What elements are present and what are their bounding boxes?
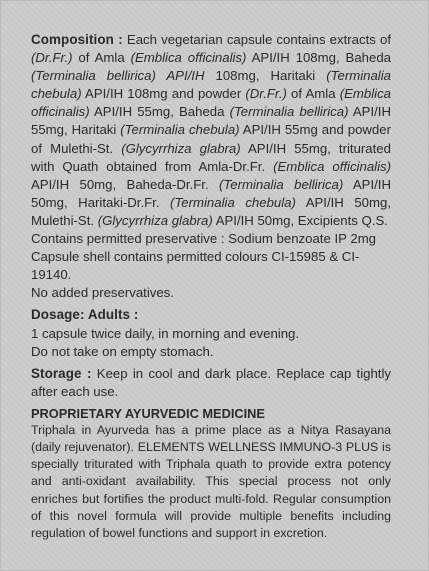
botanical-name: (Emblica officinalis) — [130, 50, 247, 66]
proprietary-heading: PROPRIETARY AYURVEDIC MEDICINE — [31, 405, 265, 421]
botanical-name: (Dr.Fr.) — [31, 50, 73, 66]
botanical-name: (Terminalia chebula) — [31, 68, 391, 102]
botanical-name: (Terminalia bellirica) — [229, 104, 349, 120]
botanical-name: (Terminalia bellirica) API/IH — [31, 68, 205, 84]
botanical-name: (Terminalia bellirica) — [219, 176, 344, 192]
botanical-name: (Glycyrrhiza glabra) — [97, 212, 213, 228]
composition-fragment: 108mg, Haritaki — [204, 68, 327, 84]
composition-text — [31, 32, 391, 228]
composition-fragment: API/IH 50mg, Excipients Q.S. — [212, 212, 388, 228]
botanical-name: (Glycyrrhiza glabra) — [121, 140, 241, 156]
composition-fragment: API/IH 55mg, triturated with Quath obtained from Amla-Dr.Fr. — [31, 140, 391, 174]
dosage-line-1: 1 capsule twice daily, in morning and evening. — [31, 325, 300, 341]
proprietary-text: Triphala in Ayurveda has a prime place as a Nitya Rasayana (daily rejuvenator). ELEMENTS WELLNESS IMMUNO-3 PLUS is specially triturated with Triphala quath to provide extra potency and anti-oxidant availability. This special process not only enriches but fortifies the product multi-fold. Regular consumption of this novel formula will provide multiple benefits including regulation of bowel functions and support in excretion. — [31, 422, 391, 541]
composition-fragment: API/IH 108mg, Baheda — [246, 50, 392, 66]
storage-heading: Storage : — [31, 365, 92, 381]
botanical-name: (Terminalia chebula) — [170, 194, 296, 210]
botanical-name: (Dr.Fr.) — [245, 86, 287, 102]
storage-text: Keep in cool and dark place. Replace cap tightly after each use. — [31, 365, 391, 399]
composition-fragment: Each vegetarian capsule contains extracts of — [122, 32, 391, 47]
botanical-name: (Terminalia chebula) — [120, 122, 240, 138]
composition-fragment: API/IH 55mg, Baheda — [89, 104, 230, 120]
composition-fragment: API/IH 55mg, Haritaki — [31, 104, 391, 138]
composition-fragment: API/IH 50mg, Baheda-Dr.Fr. — [31, 176, 219, 192]
composition-fragment: API/IH 50mg, Mulethi-St. — [31, 194, 391, 228]
composition-fragment: API/IH 50mg, Haritaki-Dr.Fr. — [31, 176, 391, 210]
preservative-line: Contains permitted preservative : Sodium benzoate IP 2mg — [31, 231, 377, 247]
composition-heading: Composition : — [31, 32, 123, 47]
capsule-colours-line: Capsule shell contains permitted colours CI-15985 & CI-19140. — [31, 249, 360, 283]
composition-paragraph — [31, 31, 391, 230]
dosage-heading — [31, 306, 391, 324]
composition-fragment: of Amla — [286, 86, 340, 102]
composition-fragment: API/IH 55mg and powder of Mulethi-St. — [31, 122, 391, 156]
dosage-heading-text: Dosage: Adults : — [31, 307, 139, 323]
botanical-name: (Emblica officinalis) — [31, 86, 392, 120]
storage-paragraph — [31, 365, 391, 401]
composition-fragment: of Amla — [72, 50, 131, 66]
no-added-preservatives-line: No added preservatives. — [31, 285, 174, 301]
dosage-line-2: Do not take on empty stomach. — [31, 343, 214, 359]
botanical-name: (Emblica officinalis) — [273, 158, 391, 174]
composition-fragment: API/IH 108mg and powder — [81, 86, 246, 102]
